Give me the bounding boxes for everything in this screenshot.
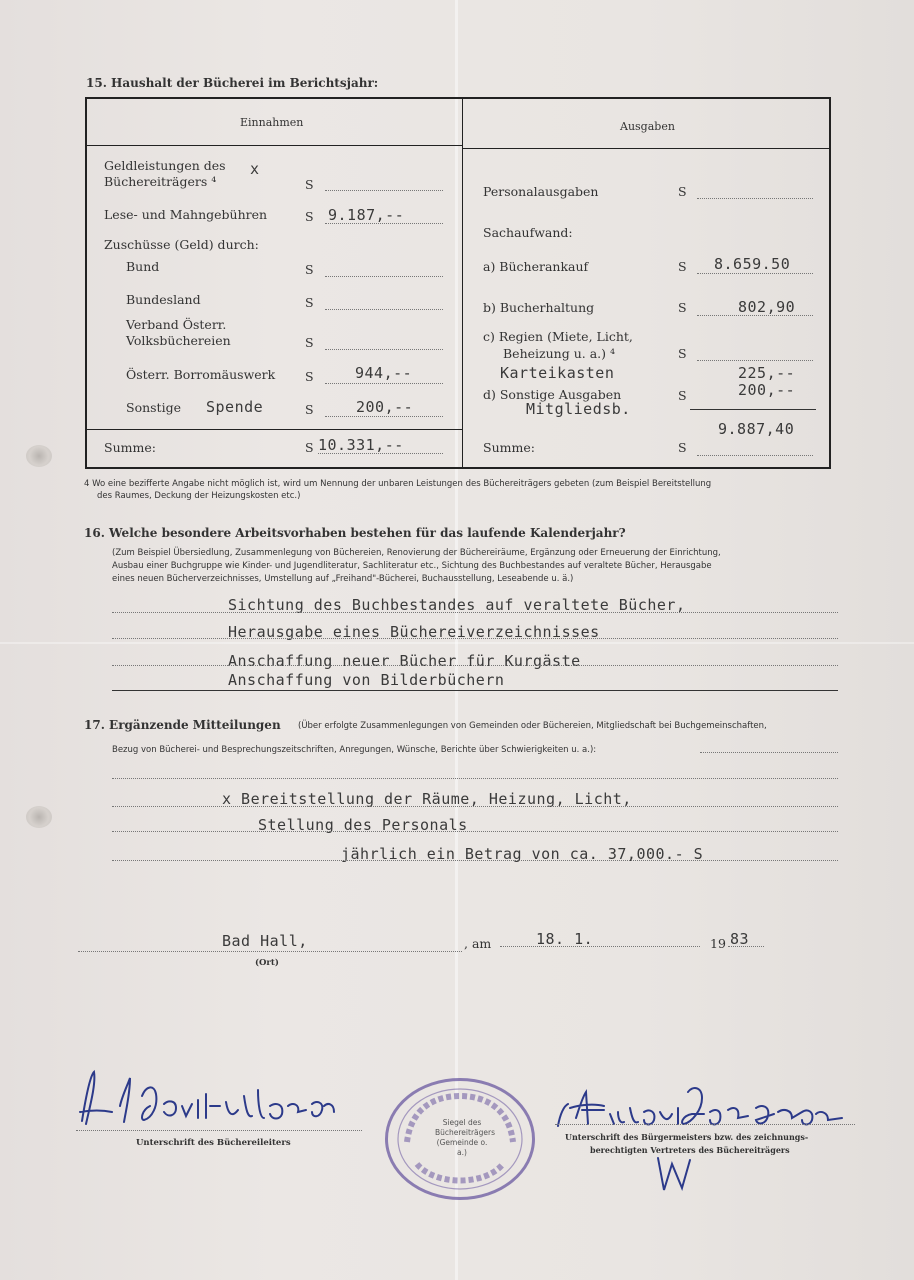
- bund-label: Bund: [126, 259, 160, 274]
- note-line-2: Stellung des Personals: [258, 816, 468, 834]
- lese-label: Lese- und Mahngebühren: [104, 207, 268, 222]
- personal-label: Personalausgaben: [483, 184, 599, 199]
- income-sum-rule: [87, 429, 462, 430]
- date-value: 18. 1.: [536, 930, 594, 948]
- paper-fold-horizontal: [0, 642, 914, 644]
- income-header-rule: [87, 145, 462, 146]
- d-value: 200,--: [738, 381, 796, 399]
- income-header: Einnahmen: [240, 116, 304, 129]
- seal-caption-2: Büchereiträgers: [435, 1128, 495, 1137]
- plan-rule-3: [112, 665, 838, 666]
- a-line: [697, 273, 813, 274]
- place-value: Bad Hall,: [222, 932, 308, 950]
- lese-line: [325, 223, 443, 224]
- lese-value: 9.187,--: [328, 206, 405, 224]
- place-rule: [78, 951, 462, 952]
- sonstige-value: 200,--: [356, 398, 414, 416]
- plan-line-4: Anschaffung von Bilderbüchern: [228, 671, 505, 689]
- note-line-3: jährlich ein Betrag von ca. 37,000.- S: [341, 845, 704, 863]
- kartei-label: Karteikasten: [500, 364, 615, 382]
- borromaeus-currency: S: [305, 369, 314, 384]
- a-currency: S: [678, 259, 687, 274]
- seal-caption: [435, 1118, 495, 1174]
- sonstige-currency: S: [305, 402, 314, 417]
- am-label: , am: [464, 936, 492, 951]
- geld-line: [325, 190, 443, 191]
- personal-line: [697, 198, 813, 199]
- expense-header-rule: [463, 148, 829, 149]
- geld-label-2: Büchereiträgers ⁴: [104, 174, 217, 189]
- table-divider: [462, 99, 463, 467]
- section-17-hint-1: (Über erfolgte Zusammenlegungen von Gemeinden oder Büchereien, Mitgliedschaft bei Buchgemeinschaften,: [298, 721, 767, 731]
- section-16-title: 16. Welche besondere Arbeitsvorhaben bestehen für das laufende Kalenderjahr?: [84, 526, 626, 540]
- section-16-hint-1: (Zum Beispiel Übersiedlung, Zusammenlegung von Büchereien, Renovierung der Büchereiräume, Ergänzung oder Erneuerung der Einrichtung,: [112, 548, 721, 558]
- note-rule-4: [112, 860, 838, 861]
- mayor-caption-1: Unterschrift des Bürgermeisters bzw. des zeichnungs-: [565, 1132, 809, 1142]
- income-sum-label: Summe:: [104, 440, 156, 455]
- b-label: b) Bucherhaltung: [483, 300, 595, 315]
- mayor-caption-2: berechtigten Vertreters des Büchereiträgers: [590, 1145, 790, 1155]
- c-line: [697, 360, 813, 361]
- income-sum-line: [318, 453, 443, 454]
- leiter-signature-icon: [72, 1066, 342, 1132]
- borromaeus-label: Österr. Borromäuswerk: [126, 367, 276, 382]
- personal-currency: S: [678, 184, 687, 199]
- d-label: d) Sonstige Ausgaben: [483, 387, 622, 402]
- section-17-hint-2: Bezug von Bücherei- und Besprechungszeitschriften, Anregungen, Wünsche, Berichte über Schwierigkeiten u. a.):: [112, 745, 597, 755]
- leiter-signature-line: [76, 1130, 362, 1131]
- a-label: a) Bücherankauf: [483, 259, 589, 274]
- borromaeus-value: 944,--: [355, 364, 413, 382]
- b-currency: S: [678, 300, 687, 315]
- b-line: [697, 315, 813, 316]
- expense-sum-currency: S: [678, 440, 687, 455]
- b-value: 802,90: [738, 298, 796, 316]
- year-rule: [728, 946, 764, 947]
- borromaeus-line: [325, 383, 443, 384]
- date-rule: [500, 946, 700, 947]
- bundesland-line: [325, 309, 443, 310]
- geld-label-1: Geldleistungen des: [104, 158, 226, 173]
- leiter-caption: Unterschrift des Büchereileiters: [136, 1138, 291, 1148]
- footnote-line-2: des Raumes, Deckung der Heizungskosten etc.): [97, 491, 301, 501]
- year-prefix: 19: [710, 936, 726, 951]
- d-currency: S: [678, 388, 687, 403]
- verband-label-2: Volksbüchereien: [126, 333, 231, 348]
- c-label-2: Beheizung u. a.) ⁴: [503, 346, 615, 361]
- punch-hole-icon: [26, 806, 52, 828]
- sonstige-typed: Spende: [206, 398, 264, 416]
- plan-line-2: Herausgabe eines Büchereiverzeichnisses: [228, 623, 600, 641]
- bund-line: [325, 276, 443, 277]
- expense-sum-rule: [690, 409, 816, 410]
- section-17-title: 17. Ergänzende Mitteilungen: [84, 718, 281, 732]
- note-rule-0: [700, 752, 838, 753]
- lese-currency: S: [305, 209, 314, 224]
- punch-hole-icon: [26, 445, 52, 467]
- c-label-1: c) Regien (Miete, Licht,: [483, 329, 633, 344]
- note-rule-3: [112, 831, 838, 832]
- section-16-hint-3: eines neuen Bücherverzeichnisses, Umstellung auf „Freihand"-Bücherei, Buchausstellung, Leseabende u. ä.): [112, 574, 574, 584]
- section-16-hint-2: Ausbau einer Buchgruppe wie Kinder- und Jugendliteratur, Sachliteratur etc., Sichtung des Buchbestandes auf veraltete Bücher, Herausgabe: [112, 561, 712, 571]
- sonstige-label: Sonstige: [126, 400, 181, 415]
- verband-line: [325, 349, 443, 350]
- section-15-title: 15. Haushalt der Bücherei im Berichtsjahr:: [86, 76, 379, 90]
- plan-line-1: Sichtung des Buchbestandes auf veraltete Bücher,: [228, 596, 686, 614]
- expense-sum-line: [697, 455, 813, 456]
- income-sum-currency: S: [305, 440, 314, 455]
- note-line-1: x Bereitstellung der Räume, Heizung, Licht,: [222, 790, 632, 808]
- sonstige-line: [325, 416, 443, 417]
- plan-rule-1: [112, 612, 838, 613]
- c-currency: S: [678, 346, 687, 361]
- geld-mark: x: [250, 160, 260, 178]
- expense-header: Ausgaben: [620, 120, 675, 133]
- note-rule-1: [112, 778, 838, 779]
- expense-sum-label: Summe:: [483, 440, 535, 455]
- plan-line-3: Anschaffung neuer Bücher für Kurgäste: [228, 652, 581, 670]
- mayor-signature-line: [555, 1124, 855, 1125]
- budget-table: [85, 97, 831, 469]
- seal-caption-3: (Gemeinde o. a.): [436, 1138, 488, 1157]
- year-suffix: 83: [730, 930, 750, 948]
- verband-currency: S: [305, 335, 314, 350]
- geld-currency: S: [305, 177, 314, 192]
- zuschuesse-label: Zuschüsse (Geld) durch:: [104, 237, 259, 252]
- expense-sum-value: 9.887,40: [718, 420, 795, 438]
- footnote-line-1: 4 Wo eine bezifferte Angabe nicht möglich ist, wird um Nennung der unbaren Leistungen des Büchereiträgers gebeten (zum Beispiel Bereitstellung: [84, 479, 712, 489]
- seal-caption-1: Siegel des: [442, 1118, 482, 1127]
- bund-currency: S: [305, 262, 314, 277]
- a-value: 8.659.50: [714, 255, 791, 273]
- sachaufwand-label: Sachaufwand:: [483, 225, 573, 240]
- verband-label-1: Verband Österr.: [126, 317, 227, 332]
- bundesland-currency: S: [305, 295, 314, 310]
- ort-label: (Ort): [255, 958, 279, 968]
- kartei-value: 225,--: [738, 364, 796, 382]
- bundesland-label: Bundesland: [126, 292, 201, 307]
- note-rule-2: [112, 806, 838, 807]
- income-sum-value: 10.331,--: [318, 436, 404, 454]
- mitglied-label: Mitgliedsb.: [526, 400, 631, 418]
- plan-rule-2: [112, 638, 838, 639]
- plan-rule-4: [112, 690, 838, 691]
